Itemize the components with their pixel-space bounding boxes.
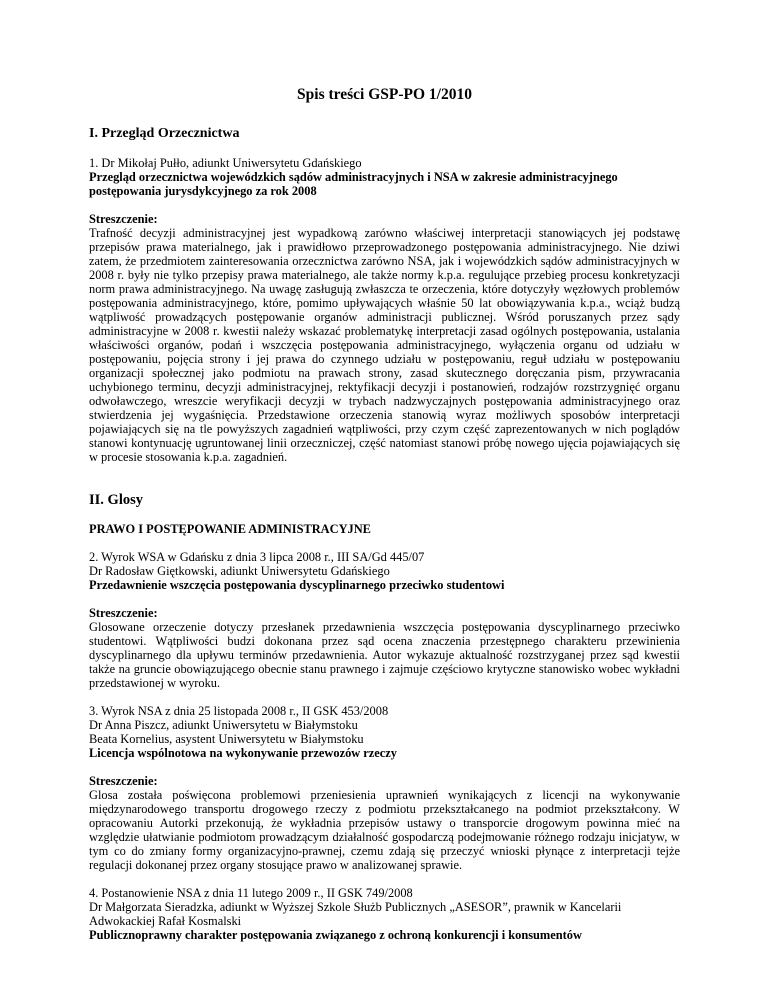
summary-text: Glosowane orzeczenie dotyczy przesłanek przedawnienia wszczęcia postępowania dyscyplinarnego przeciwko studentowi. Wątpliwości budzi dokonana przez sąd ocena znaczenia przestępnego charakteru przewinienia dyscyplinarnego dla upływu terminów przedawnienia. Autor wykazuje aktualność rozstrzyganej przez sąd kwestii także na gruncie obowiązującego obecnie stanu prawnego i zajmuje częściowo krytyczne stanowisko wobec wykładni przedstawionej w wyroku. xyxy=(89,620,680,690)
entry-author: 1. Dr Mikołaj Pułło, adiunkt Uniwersytetu Gdańskiego xyxy=(89,156,362,170)
category-heading: PRAWO I POSTĘPOWANIE ADMINISTRACYJNE xyxy=(89,522,371,536)
entry-3 xyxy=(89,704,680,760)
summary-label: Streszczenie: xyxy=(89,212,158,226)
document-title: Spis treści GSP-PO 1/2010 xyxy=(297,86,472,103)
entry-ruling: 3. Wyrok NSA z dnia 25 listopada 2008 r., II GSK 453/2008 xyxy=(89,704,389,718)
section-spacer xyxy=(89,478,680,492)
entry-author: Dr Radosław Giętkowski, adiunkt Uniwersytetu Gdańskiego xyxy=(89,564,390,578)
entry-title: Przegląd orzecznictwa wojewódzkich sądów administracyjnych i NSA w zakresie administracyjnego postępowania jurysdykcyjnego za rok 2008 xyxy=(89,170,618,198)
entry-ruling: 2. Wyrok WSA w Gdańsku z dnia 3 lipca 2008 r., III SA/Gd 445/07 xyxy=(89,550,425,564)
entry-1 xyxy=(89,156,680,198)
entry-1-summary xyxy=(89,212,680,464)
entry-2-summary xyxy=(89,606,680,690)
entry-3-summary xyxy=(89,774,680,872)
summary-text: Trafność decyzji administracyjnej jest wypadkową zarówno właściwej interpretacji stanowiących jej podstawę przepisów prawa materialnego, jak i prawidłowo przeprowadzonego postępowania administracyjnego. Nie dziwi zatem, że przedmiotem zainteresowania orzecznictwa zarówno NSA, jak i wojewódzkich sądów administracyjnych w 2008 r. były nie tylko przepisy prawa materialnego, ale także normy k.p.a. regulujące przebieg procesu konkretyzacji norm prawa administracyjnego. Na uwagę zasługują zwłaszcza te orzeczenia, które dotyczyły węzłowych problemów postępowania administracyjnego, które, pomimo upływających właśnie 50 lat obowiązywania k.p.a., wciąż budzą wątpliwość prowadzących postępowanie organów administracji publicznej. Wśród poruszanych przez sądy administracyjne w 2008 r. kwestii należy wskazać problematykę interpretacji zasad ogólnych postępowania, ustalania właściwości organów, podań i wszczęcia postępowania administracyjnego, wyłączenia organu od udziału w postępowaniu, pojęcia strony i jej prawa do czynnego udziału w postępowaniu, reguł udziału w postępowaniu organizacji społecznej jako podmiotu na prawach strony, zasad skutecznego doręczania pism, przywracania uchybionego terminu, decyzji administracyjnej, rektyfikacji decyzji i postanowień, rodzajów rozstrzygnięć organu odwoławczego, wreszcie weryfikacji decyzji w trybach nadzwyczajnych postępowania administracyjnego oraz stwierdzenia jej wygaśnięcia. Przedstawione orzeczenia stanowią wyraz możliwych sposobów interpretacji pojawiających się na tle powyższych zagadnień wątpliwości, przy czym część zaprezentowanych w nich poglądów stanowi kontynuację ugruntowanej linii orzeczniczej, część natomiast stanowi próbę nowego ujęcia pojawiających się w procesie stosowania k.p.a. zagadnień. xyxy=(89,226,680,464)
entry-author: Dr Małgorzata Sieradzka, adiunkt w Wyższej Szkole Służb Publicznych „ASESOR”, prawnik w Kancelarii Adwokackiej Rafał Kosmalski xyxy=(89,900,622,928)
summary-label: Streszczenie: xyxy=(89,606,158,620)
section-heading-glosy: II. Glosy xyxy=(89,492,143,508)
section-heading-przeglad: I. Przegląd Orzecznictwa xyxy=(89,126,240,141)
entry-title: Publicznoprawny charakter postępowania związanego z ochroną konkurencji i konsumentów xyxy=(89,928,582,942)
entry-ruling: 4. Postanowienie NSA z dnia 11 lutego 2009 r., II GSK 749/2008 xyxy=(89,886,413,900)
summary-label: Streszczenie: xyxy=(89,774,158,788)
entry-title: Licencja wspólnotowa na wykonywanie przewozów rzeczy xyxy=(89,746,398,760)
summary-text: Glosa została poświęcona problemowi przeniesienia uprawnień wynikających z licencji na wykonywanie międzynarodowego transportu drogowego rzeczy z podmiotu przekształcanego na podmiot przekształcony. W opracowaniu Autorki przekonują, że wykładnia przepisów ustawy o transporcie drogowym powinna mieć na względzie ułatwianie podmiotom prowadzącym działalność gospodarczą podejmowanie różnego rodzaju inicjatyw, w tym co do zmiany formy organizacyjno-prawnej, czemu zdają się przeczyć wnioski płynące z interpretacji tejże regulacji dokonanej przez organy stosujące prawo w analizowanej sprawie. xyxy=(89,788,680,872)
entry-2 xyxy=(89,550,680,592)
entry-author: Dr Anna Piszcz, adiunkt Uniwersytetu w Białymstoku xyxy=(89,718,358,732)
entry-title: Przedawnienie wszczęcia postępowania dyscyplinarnego przeciwko studentowi xyxy=(89,578,505,592)
entry-4 xyxy=(89,886,680,942)
entry-author: Beata Kornelius, asystent Uniwersytetu w Białymstoku xyxy=(89,732,364,746)
